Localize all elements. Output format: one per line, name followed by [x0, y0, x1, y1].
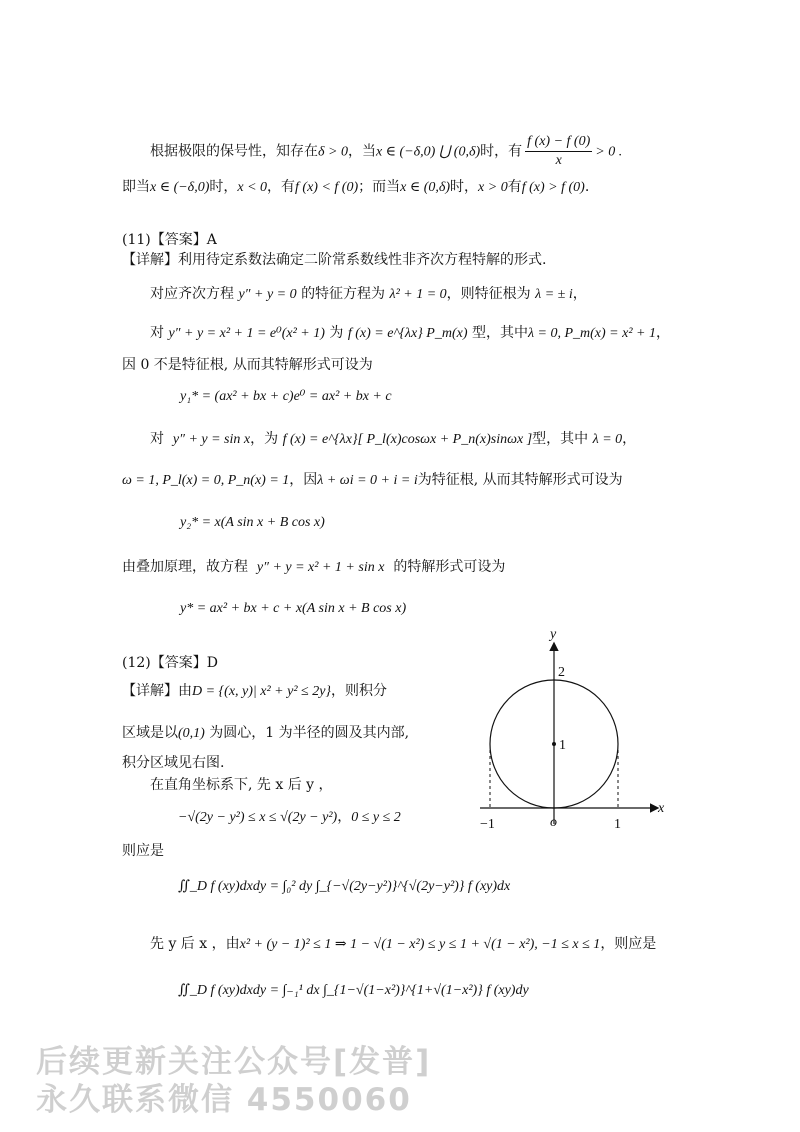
particular-solution-1: y₁* = (ax² + bx + c)e⁰ = ax² + bx + c: [180, 389, 392, 404]
origin-label: o: [550, 815, 557, 830]
tick-label-2: 2: [558, 665, 565, 680]
text: 区域是以: [122, 725, 178, 741]
text: ，则应是: [600, 936, 657, 952]
text: 有: [507, 179, 522, 195]
text: ，因: [289, 472, 318, 488]
tick-label-x1: 1: [614, 817, 621, 832]
formula: f (x) < f (0): [295, 180, 359, 195]
text: 即当: [122, 179, 150, 195]
y-axis-label: y: [550, 627, 557, 642]
then-label-1: 则应是: [122, 843, 164, 859]
text: ，: [337, 809, 352, 825]
superposition-line: [122, 556, 505, 579]
text: 型，其中: [532, 431, 589, 447]
text: 的特征方程为: [301, 286, 386, 302]
formula: f (x) > f (0): [521, 180, 585, 195]
double-integral-2: ∬_D f (xy)dxdy = ∫₋₁¹ dx ∫_{1−√(1−x²)}^{1+√(1−x²)} f (xy)dy: [178, 983, 529, 998]
bounds-line: [178, 806, 401, 829]
watermark-line-1: 后续更新关注公众号[发普]: [36, 1044, 432, 1080]
fraction: [525, 133, 592, 170]
fraction-denominator: x: [555, 153, 562, 168]
text: 时，: [209, 179, 238, 195]
formula: ω = 1, P_l(x) = 0, P_n(x) = 1: [122, 473, 290, 488]
text: 时，: [450, 179, 479, 195]
fraction-numerator: f (x) − f (0): [525, 133, 592, 152]
formula: x ∈ (−δ,0): [150, 180, 210, 195]
text: ，当: [347, 143, 376, 160]
formula: λ² + 1 = 0: [389, 287, 447, 302]
formula: −√(2y − y²) ≤ x ≤ √(2y − y²): [178, 810, 338, 825]
text: 为: [329, 325, 344, 341]
text: .: [584, 179, 590, 195]
formula: λ = 0, P_m(x) = x² + 1: [527, 326, 656, 341]
answer-12-header: (12)【答案】D: [122, 655, 218, 671]
sign-conclusion-line: [122, 176, 589, 199]
text: 对: [150, 431, 164, 447]
formula: y″ + y = 0: [238, 287, 297, 302]
text: ，: [572, 286, 587, 302]
particular-solution-total: y* = ax² + bx + c + x(A sin x + B cos x): [180, 601, 407, 616]
formula: x² + (y − 1)² ≤ 1 ⇒ 1 − √(1 − x²) ≤ y ≤ 1 + √(1 − x²), −1 ≤ x ≤ 1: [239, 937, 601, 952]
formula: λ + ωi = 0 + i = i: [317, 473, 418, 488]
formula: f (x) = e^{λx} P_m(x): [347, 326, 468, 341]
text: ，则特征根为: [446, 286, 531, 302]
text: 对: [150, 325, 164, 341]
formula: y″ + y = x² + 1 = e⁰(x² + 1): [168, 326, 325, 341]
text: 的特解形式可设为: [393, 559, 506, 575]
text: ，: [622, 431, 637, 447]
case2-line: [150, 428, 636, 451]
tick-label-neg1: −1: [480, 817, 495, 832]
text: ，为: [250, 431, 279, 447]
text: 【详解】由: [122, 683, 192, 699]
region-definition-line: [122, 680, 387, 703]
formula: y″ + y = x² + 1 + sin x: [256, 560, 385, 575]
answer-11-header: (11)【答案】A: [122, 232, 217, 248]
case1-line: [150, 322, 670, 345]
case2-params-line: [122, 469, 623, 492]
double-integral-1: ∬_D f (xy)dxdy = ∫₀² dy ∫_{−√(2y−y²)}^{√(2y−y²)} f (xy)dx: [178, 879, 511, 894]
text: ，则积分: [331, 683, 388, 699]
formula: λ = ± i: [535, 287, 573, 302]
text: 根据极限的保号性，知存在: [150, 143, 318, 160]
limit-sign-line: [150, 133, 622, 170]
center-point: [552, 742, 556, 746]
formula: δ > 0: [318, 144, 348, 160]
formula: x ∈ (−δ,0) ⋃ (0,δ): [375, 144, 481, 160]
text: ，有: [267, 179, 296, 195]
text: 为特征根, 从而其特解形式可设为: [417, 472, 623, 488]
order-y-then-x: [150, 933, 656, 956]
x-axis-label: x: [658, 801, 665, 816]
text: ，: [655, 325, 670, 341]
region-description-line: [122, 722, 409, 745]
text: 对应齐次方程: [150, 286, 234, 302]
region-figure-ref: 积分区域见右图.: [122, 755, 225, 771]
homogeneous-line: [150, 283, 587, 306]
formula: D = {(x, y)| x² + y² ≤ 2y}: [192, 684, 332, 699]
text: 由叠加原理，故方程: [122, 559, 248, 575]
formula: (0,1): [178, 726, 205, 741]
text: 时，有: [480, 143, 523, 160]
formula: x < 0: [237, 180, 268, 195]
tick-label-1: 1: [559, 738, 566, 753]
formula: f (x) = e^{λx}[ P_l(x)cosωx + P_n(x)sinωx ]: [282, 432, 533, 447]
text: 先 y 后 x ，由: [150, 936, 240, 952]
watermark-line-2: 永久联系微信 4550060: [36, 1082, 412, 1118]
formula: y″ + y = sin x: [172, 432, 251, 447]
formula: x > 0: [478, 180, 508, 195]
formula: > 0 .: [595, 144, 623, 160]
case1-conclusion: 因 0 不是特征根, 从而其特解形式可设为: [122, 357, 373, 373]
text: ；而当: [358, 179, 401, 195]
formula: 0 ≤ y ≤ 2: [351, 810, 401, 825]
formula: x ∈ (0,δ): [400, 180, 451, 195]
order-x-then-y: 在直角坐标系下, 先 x 后 y ，: [150, 777, 333, 793]
answer-11-detail: 【详解】利用待定系数法确定二阶常系数线性非齐次方程特解的形式.: [122, 252, 547, 268]
text: 型，其中: [471, 325, 528, 341]
particular-solution-2: y₂* = x(A sin x + B cos x): [180, 515, 325, 530]
text: 为圆心，1 为半径的圆及其内部,: [209, 725, 410, 741]
formula: λ = 0: [592, 432, 623, 447]
region-figure: [472, 624, 672, 834]
